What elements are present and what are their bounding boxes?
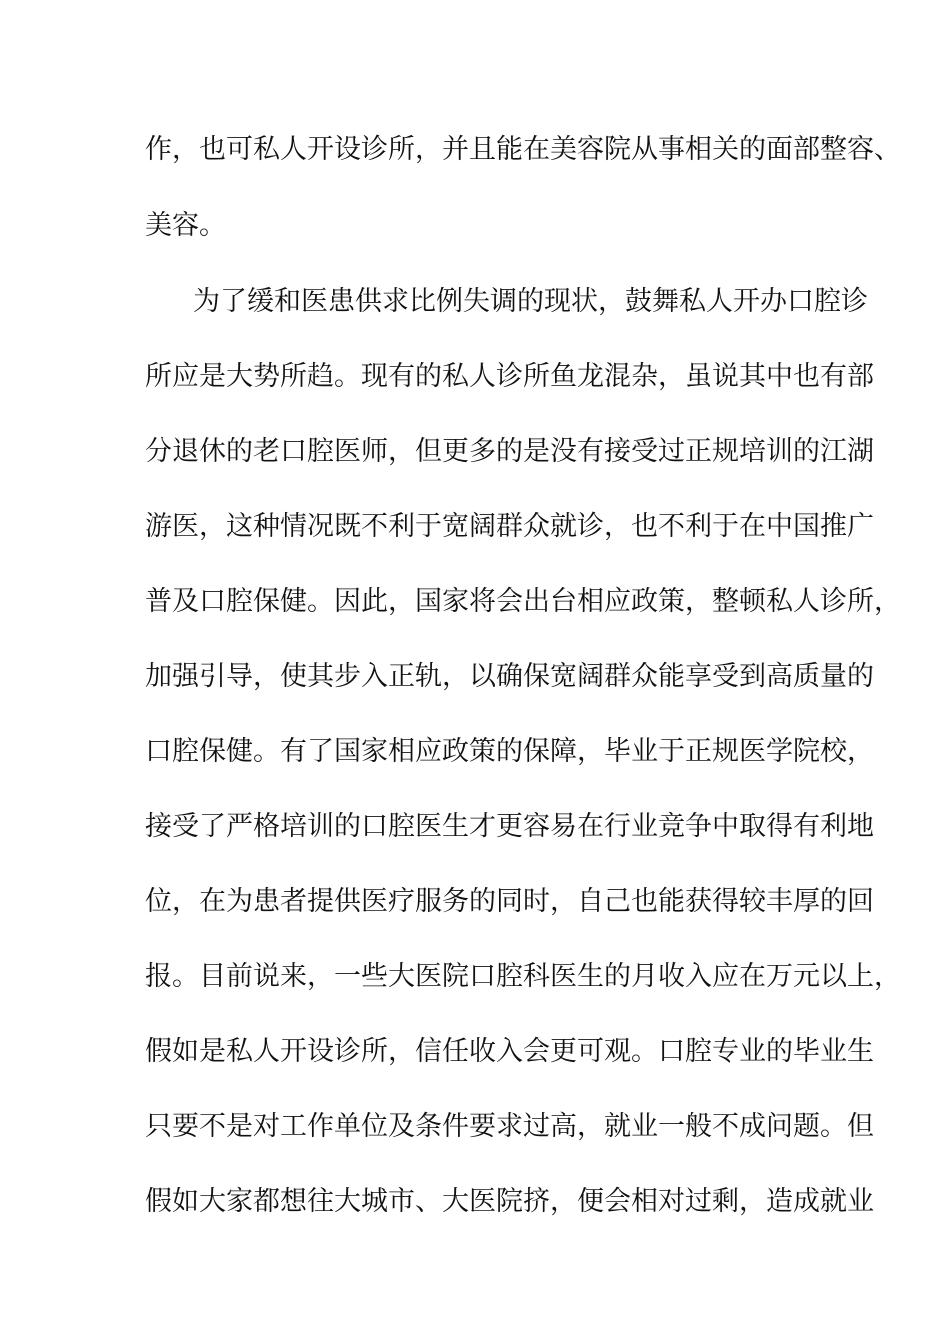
text-line: 口腔保健。有了国家相应政策的保障，毕业于正规医学院校， [145, 736, 874, 767]
text-line: 接受了严格培训的口腔医生才更容易在行业竞争中取得有利地 [145, 811, 874, 842]
text-line: 假如大家都想往大城市、大医院挤，便会相对过剩，造成就业 [145, 1186, 874, 1217]
text-line: 位，在为患者提供医疗服务的同时，自己也能获得较丰厚的回 [145, 886, 874, 917]
text-line: 作，也可私人开设诊所，并且能在美容院从事相关的面部整容、 [145, 134, 901, 165]
text-line: 假如是私人开设诊所，信任收入会更可观。口腔专业的毕业生 [145, 1036, 874, 1067]
text-line: 报。目前说来，一些大医院口腔科医生的月收入应在万元以上， [145, 961, 901, 992]
text-line: 分退休的老口腔医师，但更多的是没有接受过正规培训的江湖 [145, 436, 874, 467]
text-line: 所应是大势所趋。现有的私人诊所鱼龙混杂，虽说其中也有部 [145, 361, 874, 392]
text-line: 普及口腔保健。因此，国家将会出台相应政策，整顿私人诊所， [145, 586, 901, 617]
text-line: 只要不是对工作单位及条件要求过高，就业一般不成问题。但 [145, 1111, 874, 1142]
paragraph-first-line: 为了缓和医患供求比例失调的现状，鼓舞私人开办口腔诊 [193, 286, 868, 317]
text-line: 加强引导，使其步入正轨，以确保宽阔群众能享受到高质量的 [145, 661, 874, 692]
text-line: 游医，这种情况既不利于宽阔群众就诊，也不利于在中国推广 [145, 511, 874, 542]
text-line: 美容。 [145, 210, 226, 241]
